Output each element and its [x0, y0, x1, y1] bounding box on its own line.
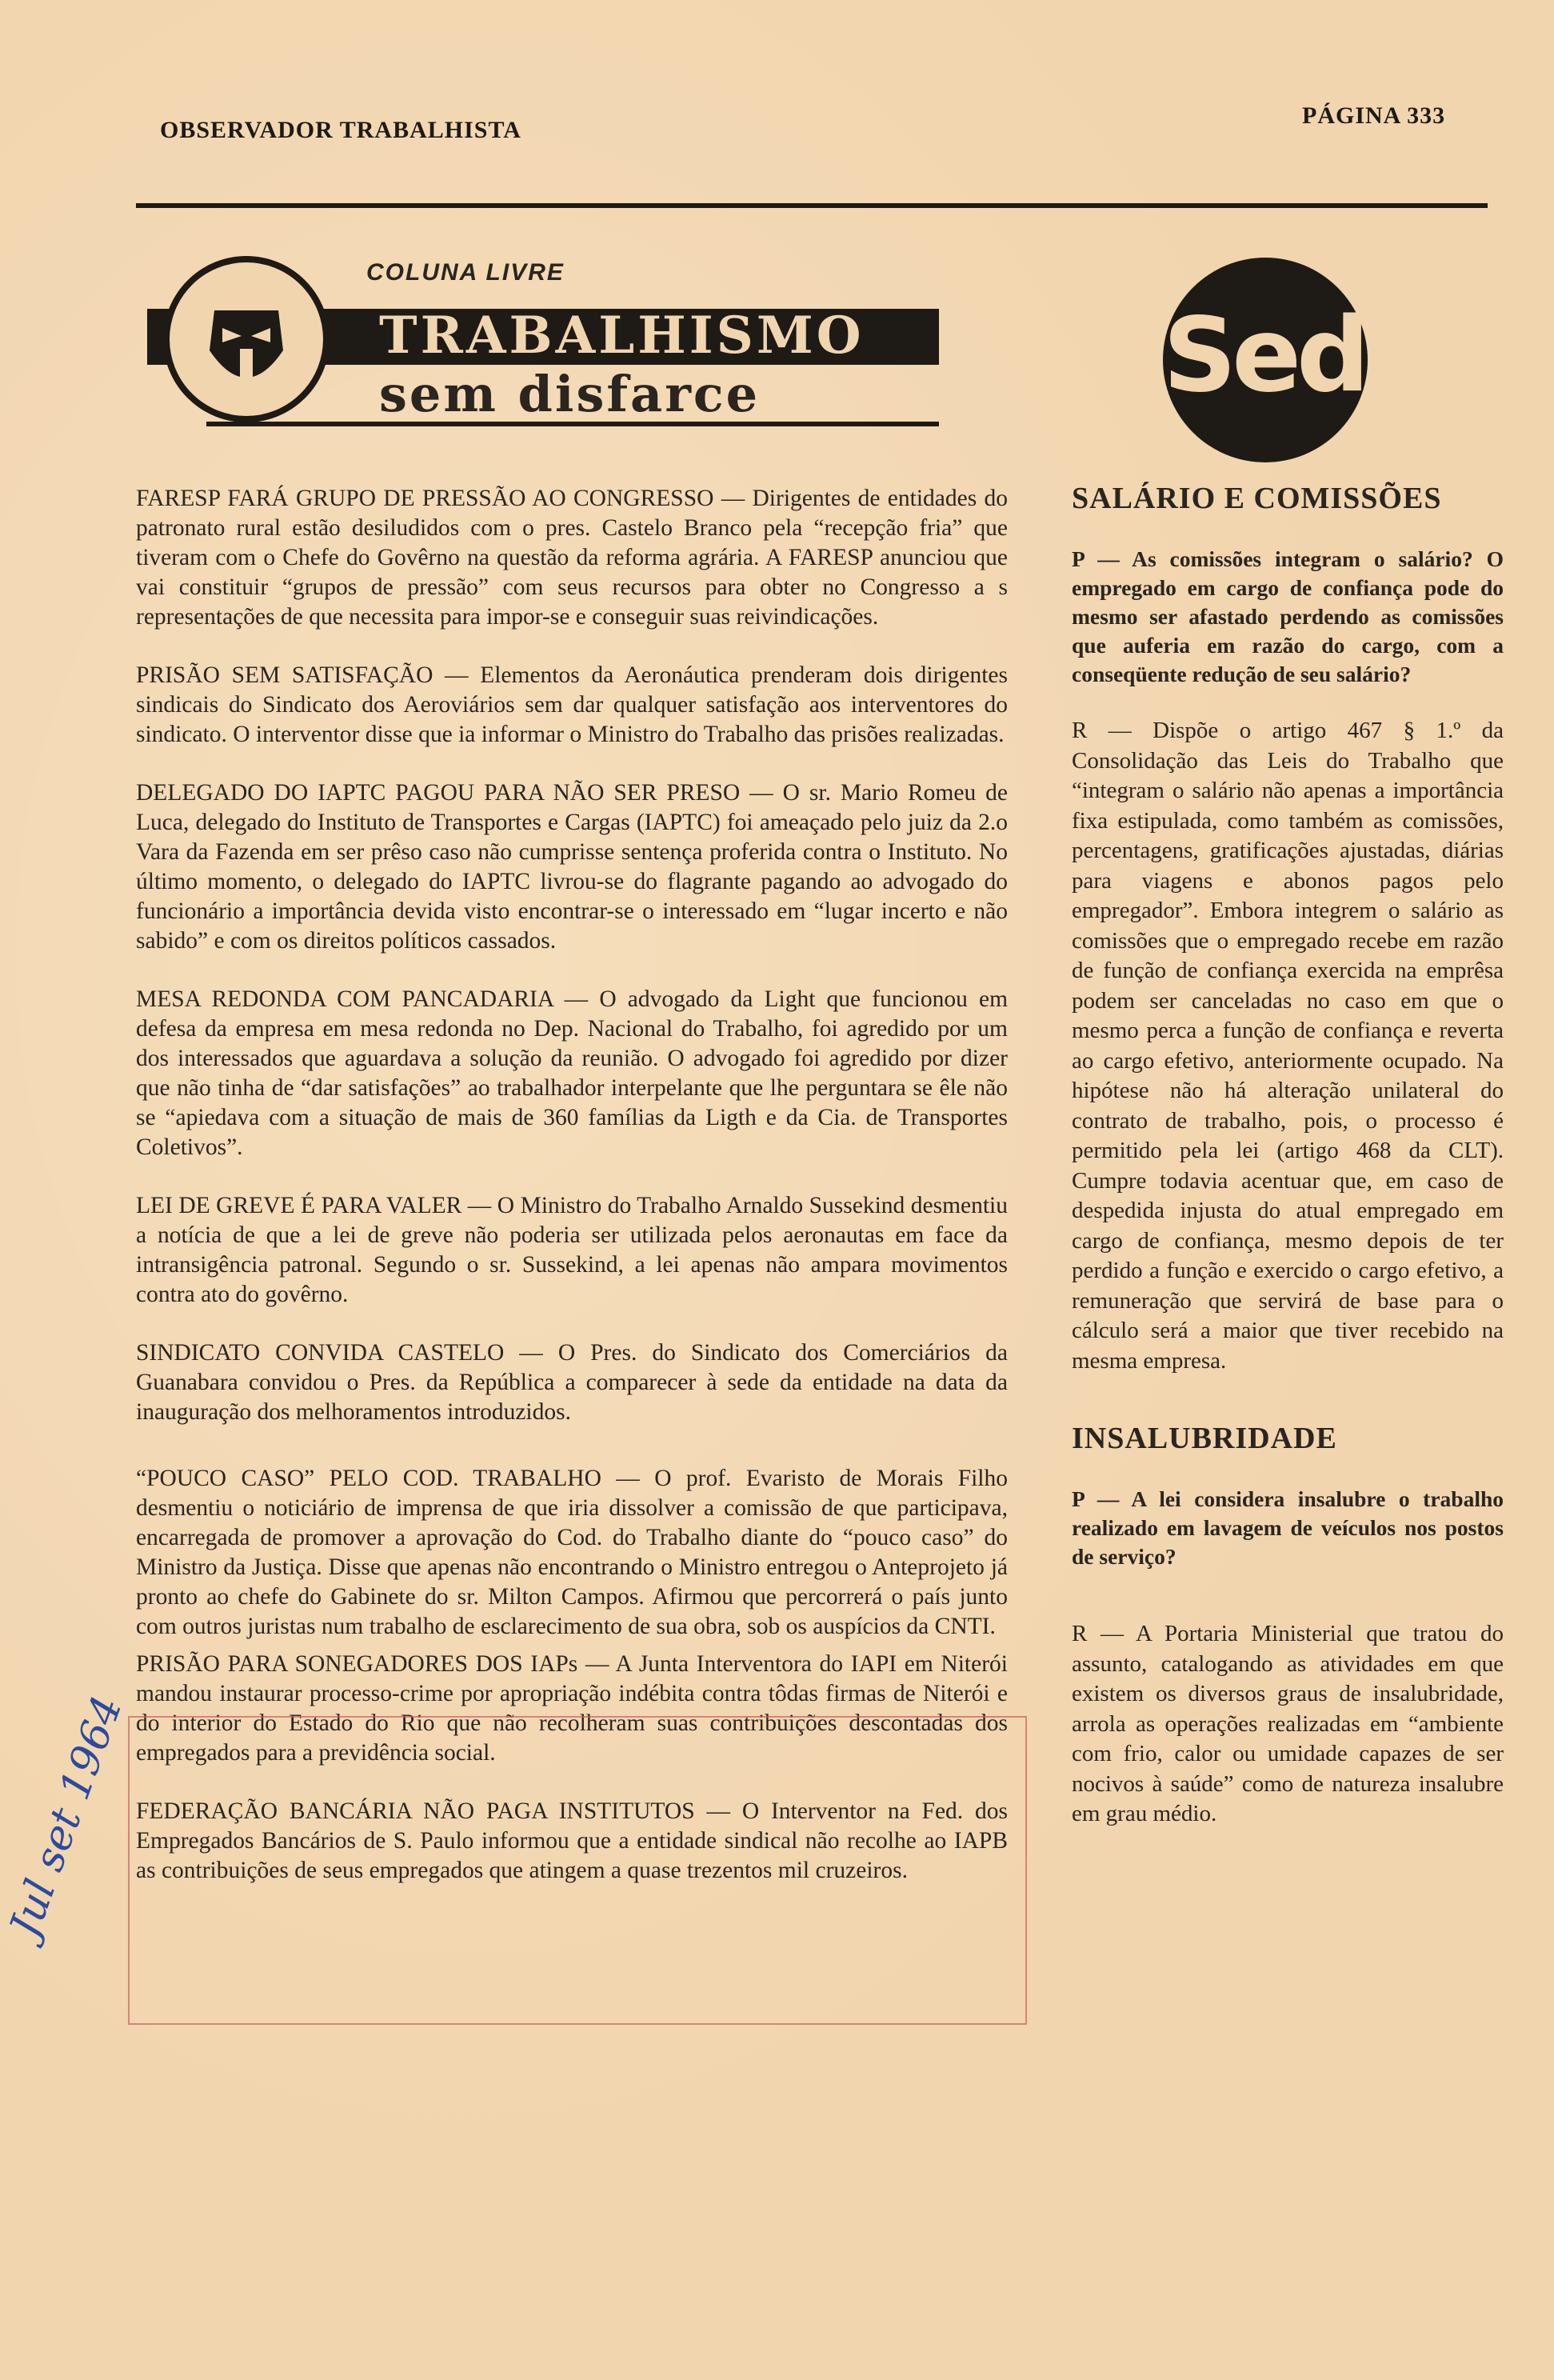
news-item	[136, 1456, 1008, 1642]
sedot-logo	[1145, 248, 1475, 464]
news-headline: “POUCO CASO” PELO COD. TRABALHO —	[136, 1466, 640, 1491]
qa-section-salario	[1072, 476, 1504, 1376]
news-body: O sr. Mario Romeu de Luca, delegado do Instituto de Transportes e Cargas (IAPTC) foi ameaçado pelo juiz da 2.o Vara da Fazenda em ser prêso caso não cumprisse sentença proferida contra o Instituto. No último momento, o delegado do IAPTC livrou-se do flagrante pagando ao advogado do funcionário a importância devida visto encontrar-se o interessado em “lugar incerto e não sabido” e com os direitos políticos cassados.	[136, 780, 1009, 954]
news-headline: MESA REDONDA COM PANCADARIA —	[136, 986, 589, 1012]
header-rule	[136, 203, 1488, 208]
news-body: Elementos da Aeronáutica prenderam dois dirigentes sindicais do Sindicato dos Aeroviários sem dar qualquer satisfação aos interventores do sindicato. O interventor disse que ia informar o Ministro do Trabalho das prisões realizadas.	[136, 662, 1008, 747]
news-headline: PRISÃO SEM SATISFAÇÃO —	[136, 662, 469, 688]
column-title: TRABALHISMO	[379, 306, 865, 366]
news-item	[136, 1338, 1008, 1427]
news-item	[136, 985, 1008, 1162]
news-headline: PRISÃO PARA SONEGADORES DOS IAPs —	[136, 1651, 609, 1677]
news-body: A Junta Interventora do IAPI em Niterói mandou instaurar processo-crime por apropriação indébita contra tôdas firmas de Niterói e do interior do Estado do Rio que não recolheram suas contribuições descontadas dos empregados para a previdência social.	[136, 1651, 1008, 1766]
section-title: SALÁRIO E COMISSÕES	[1072, 482, 1442, 515]
handwritten-note-graphic	[0, 1690, 132, 2008]
handwritten-margin-note	[0, 1690, 132, 2008]
right-column	[1072, 476, 1504, 1870]
column-logo	[142, 254, 944, 432]
news-headline: LEI DE GREVE É PARA VALER —	[136, 1193, 492, 1218]
news-body: O Interventor na Fed. dos Empregados Bancários de S. Paulo informou que a entidade sindical não recolhe ao IAPB as contribuições de seus empregados que atingem a quase trezentos mil cruzeiros.	[136, 1798, 1008, 1883]
answer-text: R — Dispõe o artigo 467 § 1.º da Consolidação das Leis do Trabalho que “integram o salário não apenas a importância fixa estipulada, como também as comissões, percentagens, gratificações ajustadas, diárias para viagens e abonos pagos pelo empregador”. Embora integrem o salário as comissões que o empregado recebe em razão de função de confiança exercida na emprêsa podem ser canceladas no caso em que o mesmo perca a função de confiança e reverta ao cargo efetivo, anteriormente ocupado. Na hipótese não há alteração unilateral do contrato de trabalho, pois, o processo é permitido pela lei (artigo 468 da CLT). Cumpre todavia acentuar que, em caso de despedida injusta do atual empregado em cargo de confiança, mesmo depois de ter perdido a função e exercido o cargo efetivo, a remuneração que servirá de base para o cálculo será a maior que tiver recebido na mesma empresa.	[1072, 718, 1504, 1374]
news-body: O prof. Evaristo de Morais Filho desmentiu o noticiário de imprensa de que iria dissolver a comissão de que participava, encarregada de promover a aprovação do Cod. do Trabalho diante do “pouco caso” do Ministro da Justiça. Disse que apenas não encontrando o Ministro entregou o Anteprojeto já pronto ao chefe do Gabinete do sr. Milton Campos. Afirmou que percorrerá o país junto com outros juristas num trabalho de esclarecimento de sua obra, sob os auspícios da CNTI.	[136, 1466, 1009, 1639]
news-headline: SINDICATO CONVIDA CASTELO —	[136, 1340, 543, 1366]
news-headline: DELEGADO DO IAPTC PAGOU PARA NÃO SER PRESO —	[136, 780, 773, 806]
mask-nose-icon	[240, 349, 253, 378]
column-subtitle: sem disfarce	[379, 365, 761, 423]
left-column	[136, 484, 1008, 1914]
answer-text: R — A Portaria Ministerial que tratou do assunto, catalogando as atividades em que existem os diversos graus de insalubridade, arrola as operações realizadas em “ambiente com frio, calor ou umidade capazes de ser nocivos à saúde” como de natureza insalubre em grau médio.	[1072, 1621, 1504, 1826]
news-body: O advogado da Light que funcionou em defesa da empresa em mesa redonda no Dep. Nacional do Trabalho, foi agredido por um dos interessados que aguardava a solução da reunião. O advogado foi agredido por dizer que não tinha de “dar satisfações” ao trabalhador interpelante que lhe perguntara se êle não se “apiedava com a situação de mais de 360 famílias da Ligth e da Cia. de Transportes Coletivos”.	[136, 986, 1009, 1160]
news-headline: FEDERAÇÃO BANCÁRIA NÃO PAGA INSTITUTOS —	[136, 1798, 730, 1824]
section-title: INSALUBRIDADE	[1072, 1422, 1337, 1455]
news-headline: FARESP FARÁ GRUPO DE PRESSÃO AO CONGRESSO —	[136, 486, 745, 511]
sedot-wordmark-text: Sedot	[1163, 296, 1475, 415]
page-number: PÁGINA 333	[1302, 102, 1446, 129]
news-item	[136, 661, 1008, 750]
news-body: O Ministro do Trabalho Arnaldo Sussekind desmentiu a notícia de que a lei de greve não poderia ser utilizada pelos aeronautas em face da intransigência patronal. Segundo o sr. Sussekind, a lei apenas não ampara movimentos contra ato do govêrno.	[136, 1193, 1009, 1307]
pencil-highlight-box	[128, 1716, 1027, 2025]
question-text: P — A lei considera insalubre o trabalho realizado em lavagem de veículos nos postos de serviço?	[1072, 1486, 1504, 1569]
news-item	[136, 484, 1008, 632]
sedot-wordmark	[1163, 288, 1475, 424]
news-body: Dirigentes de entidades do patronato rural estão desiludidos com o pres. Castelo Branco pela “recepção fria” que tiveram com o Chefe do Govêrno na questão da reforma agrária. A FARESP anunciou que vai constituir “grupos de pressão” com seus recursos para obter no Congresso a s representações de que necessita para impor-se e conseguir suas reivindicações.	[136, 486, 1008, 630]
news-item	[136, 1191, 1008, 1310]
handwritten-note-text	[0, 1690, 132, 1950]
qa-section-insalubridade	[1072, 1416, 1504, 1830]
news-item	[136, 778, 1008, 956]
news-body: O Pres. do Sindicato dos Comerciários da Guanabara convidou o Pres. da República a comparecer à sede da entidade na data da inauguração dos melhoramentos introduzidos.	[136, 1340, 1008, 1425]
column-kicker: COLUNA LIVRE	[366, 259, 565, 286]
question-text: P — As comissões integram o salário? O empregado em cargo de confiança pode do mesmo ser afastado perdendo as comissões que auferia em razão do cargo, com a conseqüente redução de seu salário?	[1072, 546, 1504, 686]
svg-text:Jul set 1964: Jul set 1964	[0, 1690, 132, 1943]
publication-name: OBSERVADOR TRABALHISTA	[160, 117, 521, 143]
